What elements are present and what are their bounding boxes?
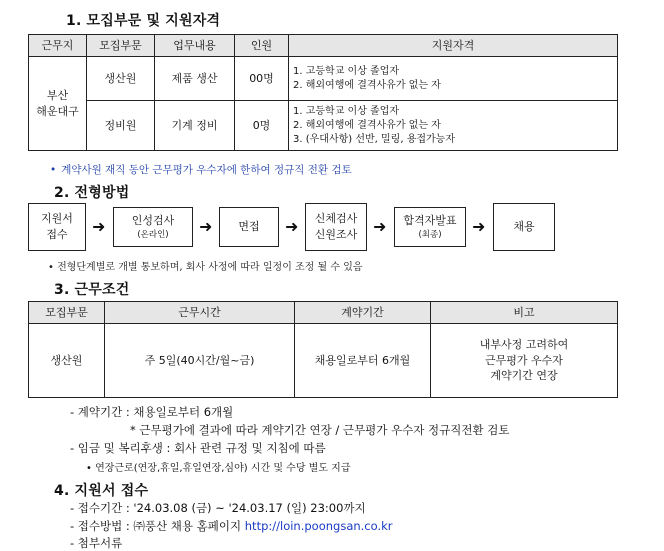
step-sub: (온라인) xyxy=(137,229,169,240)
table-row xyxy=(29,101,618,151)
requirement-line: 3. (우대사항) 선반, 밀링, 용접가능자 xyxy=(293,133,455,145)
contract-period-line: - 계약기간 : 채용일로부터 6개월 xyxy=(70,405,234,419)
application-period-line: - 접수기간 : '24.03.08 (금) ~ '24.03.17 (일) 23:00까지 xyxy=(70,501,366,515)
bullet-icon: • xyxy=(50,164,57,176)
selection-note: • 전형단계별로 개별 통보하며, 회사 사정에 따라 일정이 조정 될 수 있음 xyxy=(48,262,363,273)
salary-benefits-line: - 임금 및 복리후생 : 회사 관련 규정 및 지침에 따름 xyxy=(70,441,326,455)
count-cell: 00명 xyxy=(235,57,289,101)
step-label: 인성검사 xyxy=(131,213,175,227)
step-label: 신원조사 xyxy=(314,228,358,241)
requirements-cell xyxy=(289,101,618,151)
step-application xyxy=(28,203,86,251)
application-method-text: - 접수방법 : ㈜풍산 채용 홈페이지 xyxy=(70,519,245,533)
conversion-note-text: 계약사원 재직 동안 근무평가 우수자에 한하여 정규직 전환 검토 xyxy=(61,164,352,176)
conversion-note xyxy=(50,162,352,177)
requirement-line: 2. 해외여행에 결격사유가 없는 자 xyxy=(293,119,441,131)
header-task: 업무내용 xyxy=(155,35,235,57)
application-method-line xyxy=(70,518,393,534)
header-remarks: 비고 xyxy=(431,302,618,324)
dept-cell: 정비원 xyxy=(87,101,155,151)
step-sub: (최종) xyxy=(418,229,442,240)
table-row xyxy=(29,324,618,398)
step-hiring xyxy=(493,203,555,251)
recruit-homepage-link[interactable]: http://loin.poongsan.co.kr xyxy=(244,519,393,533)
recruitment-table-header xyxy=(29,35,618,57)
step-medical-check xyxy=(305,203,367,251)
step-label: 지원서 xyxy=(41,212,73,226)
step-label: 채용 xyxy=(513,220,535,234)
step-personality-test xyxy=(113,207,193,247)
requirement-line: 1. 고등학교 이상 졸업자 xyxy=(293,65,400,77)
arrow-right-icon: ➜ xyxy=(373,217,387,236)
section4-title: 4. 지원서 접수 xyxy=(54,483,149,499)
evaluation-note-line: * 근무평가에 결과에 따라 계약기간 연장 / 근무평가 우수자 정규직전환 검토 xyxy=(130,423,510,437)
dept-cell: 생산원 xyxy=(87,57,155,101)
table-row xyxy=(29,57,618,101)
dept-cell: 생산원 xyxy=(29,324,105,398)
location-line2: 해운대구 xyxy=(36,104,79,118)
header-requirements: 지원자격 xyxy=(289,35,618,57)
header-hours: 근무시간 xyxy=(105,302,295,324)
remark-line: 근무평가 우수자 xyxy=(485,353,563,367)
step-interview xyxy=(219,207,279,247)
task-cell: 기계 정비 xyxy=(155,101,235,151)
header-location: 근무지 xyxy=(29,35,87,57)
section2-title: 2. 전형방법 xyxy=(54,185,130,201)
attachments-line: - 첨부서류 xyxy=(70,536,123,550)
step-label: 면접 xyxy=(238,220,260,234)
step-label: 합격자발표 xyxy=(403,213,457,227)
hours-cell: 주 5일(40시간/월~금) xyxy=(105,324,295,398)
step-announcement xyxy=(394,207,466,247)
arrow-right-icon: ➜ xyxy=(92,217,106,236)
arrow-right-icon: ➜ xyxy=(472,217,486,236)
contract-cell: 채용일로부터 6개월 xyxy=(295,324,431,398)
section3-title: 3. 근무조건 xyxy=(54,282,130,298)
step-label: 접수 xyxy=(46,228,68,241)
requirement-line: 1. 고등학교 이상 졸업자 xyxy=(293,105,400,117)
requirement-line: 2. 해외여행에 결격사유가 없는 자 xyxy=(293,79,441,91)
remark-line: 계약기간 연장 xyxy=(490,369,558,383)
header-dept: 모집부문 xyxy=(29,302,105,324)
header-dept: 모집부문 xyxy=(87,35,155,57)
location-cell xyxy=(29,57,87,151)
arrow-right-icon: ➜ xyxy=(285,217,299,236)
conditions-table xyxy=(28,301,618,398)
remark-line: 내부사정 고려하여 xyxy=(479,337,569,351)
location-line1: 부산 xyxy=(46,88,69,102)
count-cell: 0명 xyxy=(235,101,289,151)
section1-title: 1. 모집부문 및 지원자격 xyxy=(66,13,221,29)
conditions-table-header xyxy=(29,302,618,324)
step-label: 신체검사 xyxy=(314,212,358,226)
header-contract: 계약기간 xyxy=(295,302,431,324)
task-cell: 제품 생산 xyxy=(155,57,235,101)
requirements-cell xyxy=(289,57,618,101)
overtime-note-line: • 연장근로(연장,휴일,휴일연장,심야) 시간 및 수당 별도 지급 xyxy=(86,463,351,474)
header-count: 인원 xyxy=(235,35,289,57)
remarks-cell xyxy=(431,324,618,398)
arrow-right-icon: ➜ xyxy=(199,217,213,236)
recruitment-table xyxy=(28,34,618,151)
